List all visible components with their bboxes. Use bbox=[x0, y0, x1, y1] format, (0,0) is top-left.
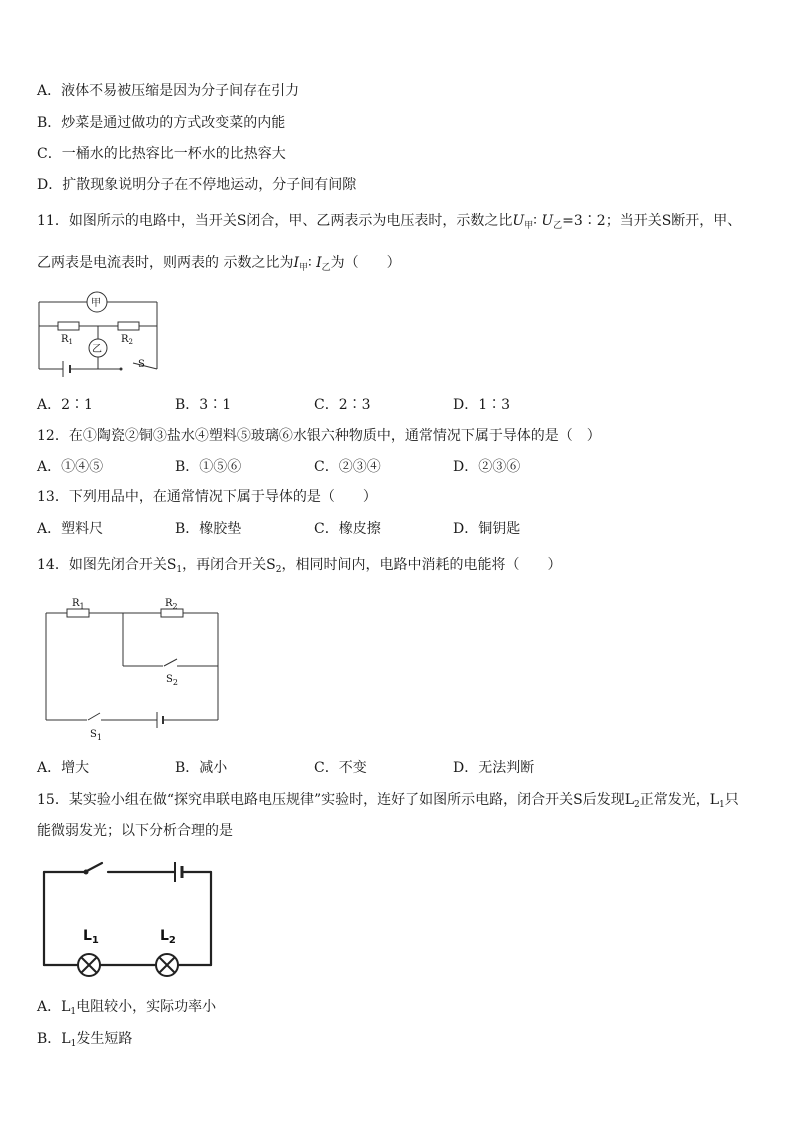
q15-option-b-sub: 1 bbox=[70, 1039, 77, 1049]
q11-stem-text-1a: 11．如图所示的电路中，当开关S闭合，甲、乙两表示为电压表时，示数之比 bbox=[37, 213, 513, 229]
r2-letter: R bbox=[121, 334, 129, 345]
subscript-jia: 甲 bbox=[524, 221, 534, 231]
q10-option-b: B．炒菜是通过做功的方式改变菜的内能 bbox=[37, 115, 286, 131]
subscript-jia: 甲 bbox=[298, 263, 308, 273]
q12-stem: 12．在①陶瓷②铜③盐水④塑料⑤玻璃⑥水银六种物质中，通常情况下属于导体的是（ ） bbox=[37, 428, 601, 444]
r1-subscript: 1 bbox=[68, 338, 73, 346]
l2-subscript: 2 bbox=[168, 935, 176, 946]
q15-option-a-sub: 1 bbox=[70, 1007, 77, 1017]
math-i: I bbox=[316, 255, 322, 271]
q15-stem-sub2: 2 bbox=[634, 800, 640, 810]
meter-yi-label: 乙 bbox=[92, 344, 102, 355]
q14-option-a: A．增大 bbox=[37, 760, 90, 776]
ratio-colon: ∶ bbox=[308, 255, 312, 271]
q15-option-a-pre: A．L bbox=[37, 999, 71, 1015]
q11-option-c: C．2∶3 bbox=[314, 397, 371, 413]
bulb-l2-icon bbox=[156, 954, 178, 976]
q14-stem-text-a: 14．如图先闭合开关S bbox=[37, 557, 177, 573]
q11-option-d: D．1∶3 bbox=[453, 397, 511, 413]
r1-letter: R bbox=[72, 598, 80, 609]
q15-stem-text-1b: 正常发光，L bbox=[639, 792, 720, 808]
l1-subscript: 1 bbox=[91, 935, 99, 946]
q14-option-d: D．无法判断 bbox=[453, 760, 535, 776]
switch-s-label: S bbox=[138, 359, 145, 370]
ratio-colon: ∶ bbox=[533, 213, 537, 229]
q15-stem-text-1c: 只 bbox=[724, 792, 739, 808]
q11-stem-text-2b: 为（ ） bbox=[330, 255, 401, 271]
math-i: I bbox=[293, 255, 299, 271]
q14-option-b: B．减小 bbox=[175, 760, 228, 776]
bulb-l1-icon bbox=[78, 954, 100, 976]
s2-letter: S bbox=[166, 674, 173, 685]
q10-option-c: C．一桶水的比热容比一杯水的比热容大 bbox=[37, 146, 286, 162]
q11-option-b: B．3∶1 bbox=[175, 397, 232, 413]
q12-option-a: A．①④⑤ bbox=[37, 459, 104, 475]
q14-stem-text-b: ，再闭合开关S bbox=[182, 557, 276, 573]
q14-stem-text-c: ，相同时间内，电路中消耗的电能将（ ） bbox=[281, 557, 562, 573]
l1-label bbox=[83, 928, 99, 946]
q15-option-b-post: 发生短路 bbox=[76, 1031, 133, 1047]
q10-option-a: A．液体不易被压缩是因为分子间存在引力 bbox=[37, 83, 300, 99]
q15-option-b bbox=[37, 1030, 132, 1053]
q13-stem: 13．下列用品中，在通常情况下属于导体的是（ ） bbox=[37, 489, 377, 505]
r1-subscript: 1 bbox=[79, 602, 85, 611]
l1-letter: L bbox=[83, 928, 92, 944]
meter-jia-label: 甲 bbox=[91, 298, 101, 309]
q15-option-a bbox=[37, 998, 216, 1021]
q11-option-a: A．2∶1 bbox=[37, 397, 93, 413]
q14-stem-sub2: 2 bbox=[275, 565, 282, 575]
s1-letter: S bbox=[90, 729, 97, 740]
r1-letter: R bbox=[61, 334, 69, 345]
l2-letter: L bbox=[160, 928, 169, 944]
q15-stem-text-1a: 15．某实验小组在做“探究串联电路电压规律”实验时，连好了如图所示电路，闭合开关S后发现L bbox=[37, 792, 635, 808]
subscript-yi: 乙 bbox=[553, 221, 563, 231]
q11-stem-text-1b: ；当开关S断开，甲、 bbox=[605, 213, 742, 229]
math-u: U bbox=[512, 213, 525, 229]
q13-option-c: C．橡皮擦 bbox=[314, 521, 381, 537]
q15-option-b-pre: B．L bbox=[37, 1031, 71, 1047]
q11-stem-text-2a: 乙两表是电流表时，则两表的 示数之比为 bbox=[37, 255, 294, 271]
q10-option-d: D．扩散现象说明分子在不停地运动，分子间有间隙 bbox=[37, 177, 357, 193]
q14-stem-sub1: 1 bbox=[176, 565, 183, 575]
q13-option-d: D．铜钥匙 bbox=[453, 521, 521, 537]
q12-option-b: B．①⑤⑥ bbox=[175, 459, 242, 475]
subscript-yi: 乙 bbox=[321, 263, 331, 273]
r2-subscript: 2 bbox=[128, 338, 133, 346]
s1-subscript: 1 bbox=[96, 733, 102, 742]
r2-subscript: 2 bbox=[172, 602, 178, 611]
q15-stem-line2: 能微弱发光；以下分析合理的是 bbox=[37, 823, 233, 839]
r2-letter: R bbox=[165, 598, 173, 609]
q15-option-a-post: 电阻较小，实际功率小 bbox=[76, 999, 217, 1015]
math-u: U bbox=[541, 213, 554, 229]
q13-option-a: A．塑料尺 bbox=[37, 521, 104, 537]
l2-label bbox=[160, 928, 176, 946]
ratio-value: =3∶2 bbox=[562, 213, 606, 229]
q12-option-c: C．②③④ bbox=[314, 459, 381, 475]
q15-stem-sub1: 1 bbox=[719, 800, 725, 810]
q14-option-c: C．不变 bbox=[314, 760, 367, 776]
switch-contact bbox=[84, 870, 89, 875]
q13-option-b: B．橡胶垫 bbox=[175, 521, 242, 537]
q12-option-d: D．②③⑥ bbox=[453, 459, 521, 475]
s2-subscript: 2 bbox=[172, 678, 178, 687]
